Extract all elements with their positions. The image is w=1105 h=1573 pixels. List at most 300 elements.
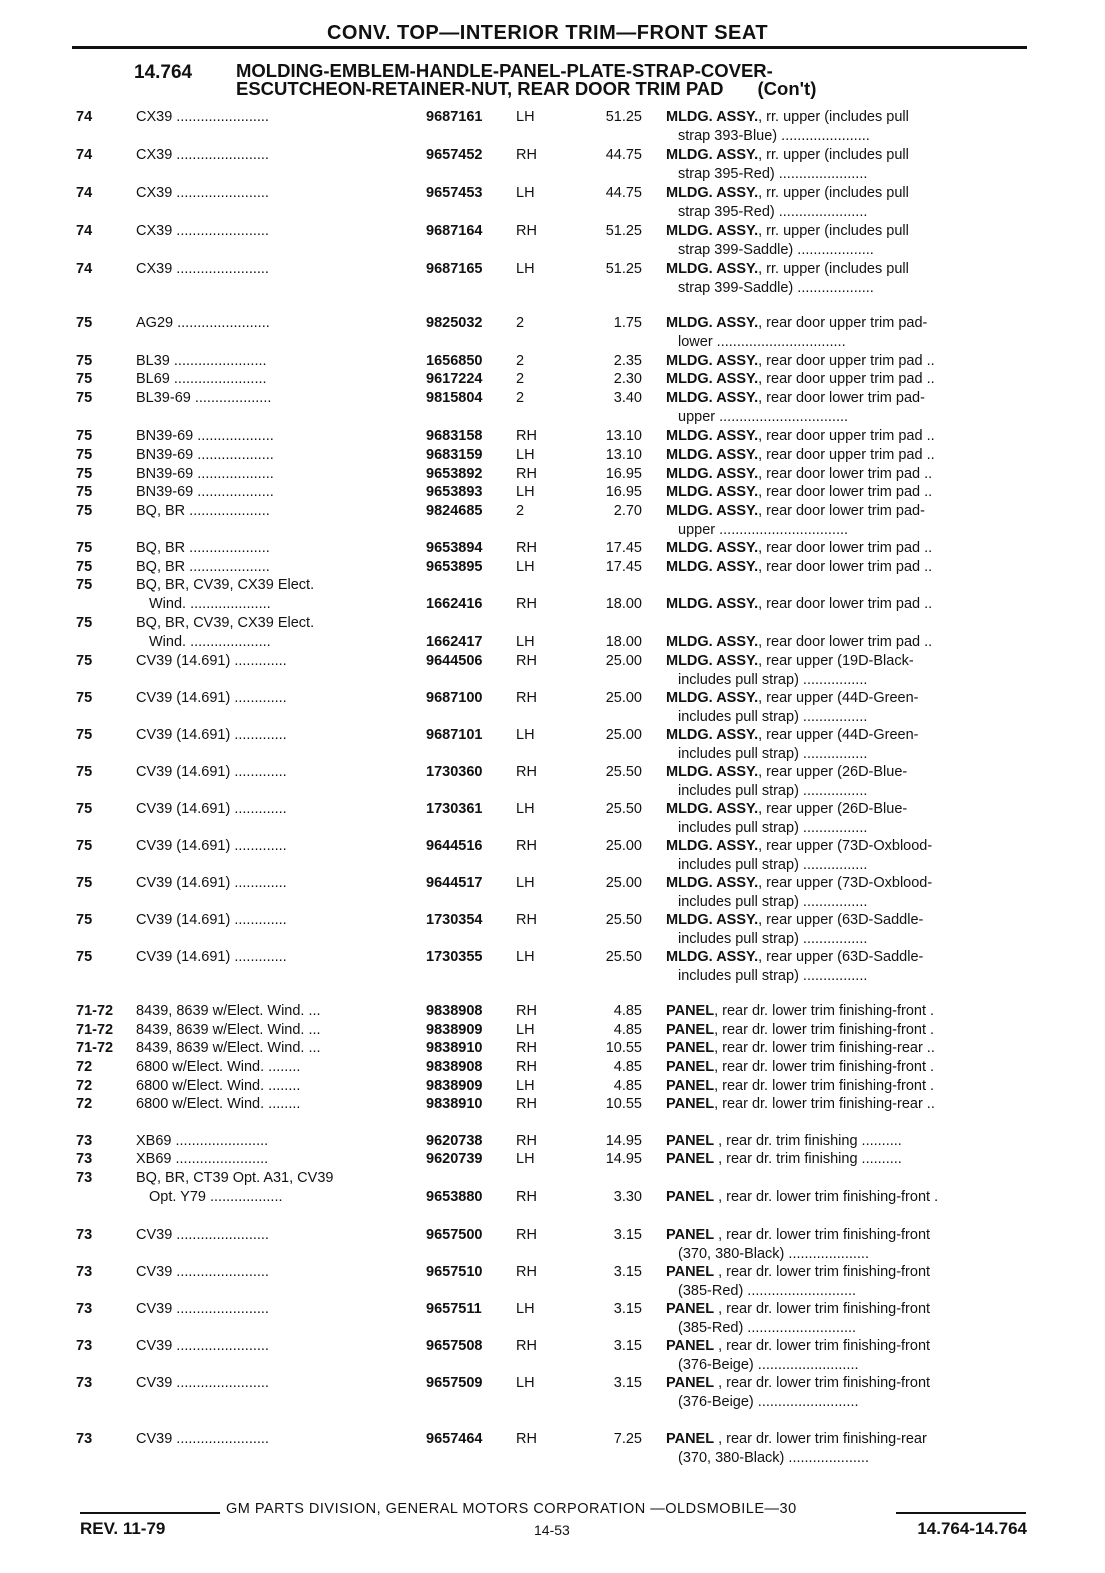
item-detail: , rear door upper trim pad- xyxy=(758,315,928,331)
item-name: MLDG. ASSY. xyxy=(666,223,759,239)
side-or-qty: RH xyxy=(516,1338,537,1354)
ref-number: 72 xyxy=(76,1078,93,1094)
price: 51.25 xyxy=(605,223,642,239)
model-cell xyxy=(136,352,476,371)
side-or-qty: 2 xyxy=(516,371,525,387)
model-line: CV39 (14.691) ............. xyxy=(136,912,287,928)
price: 44.75 xyxy=(605,185,642,201)
ref-number: 75 xyxy=(76,484,93,500)
description-cell xyxy=(666,726,1036,763)
price: 17.45 xyxy=(605,540,642,556)
description-line-2: strap 395-Red) ...................... xyxy=(678,165,868,182)
part-number: 9825032 xyxy=(426,315,483,331)
description-line-2: (376-Beige) ......................... xyxy=(678,1356,859,1373)
description-cell xyxy=(666,689,1036,726)
ref-number: 75 xyxy=(76,615,93,631)
description-line-2: (385-Red) ........................... xyxy=(678,1319,857,1336)
part-number: 1662417 xyxy=(426,633,483,650)
ref-number: 73 xyxy=(76,1227,93,1243)
price: 14.95 xyxy=(605,1151,642,1167)
item-detail: , rr. upper (includes pull xyxy=(758,223,909,239)
model-line: BL39-69 ................... xyxy=(136,390,272,406)
continued-label: (Con't) xyxy=(757,78,817,99)
description-line xyxy=(666,837,1036,856)
item-detail: , rear dr. lower trim finishing-rear .. xyxy=(714,1040,935,1056)
item-detail: , rear dr. lower trim finishing-front xyxy=(714,1301,931,1317)
ref-number: 75 xyxy=(76,428,93,444)
model-line: CV39 (14.691) ............. xyxy=(136,653,287,669)
page-number: 14-53 xyxy=(534,1522,570,1538)
side-or-qty: RH xyxy=(516,1431,537,1447)
description-line xyxy=(666,1021,1036,1040)
description-cell xyxy=(666,1188,1036,1207)
price: 3.40 xyxy=(613,390,642,406)
ref-number: 75 xyxy=(76,690,93,706)
side-or-qty: LH xyxy=(516,484,535,500)
model-line: 6800 w/Elect. Wind. ........ xyxy=(136,1059,301,1075)
price: 3.15 xyxy=(613,1338,642,1354)
side-or-qty: RH xyxy=(516,1003,537,1019)
description-line-2: includes pull strap) ................ xyxy=(678,671,868,688)
model-cell xyxy=(136,1132,476,1151)
price: 14.95 xyxy=(605,1133,642,1149)
side-or-qty: LH xyxy=(516,185,535,201)
item-detail: , rear dr. lower trim finishing-front . xyxy=(714,1059,935,1075)
model-line: XB69 ....................... xyxy=(136,1133,269,1149)
ref-number: 74 xyxy=(76,185,93,201)
header-rule xyxy=(72,46,1027,49)
price: 25.50 xyxy=(605,949,642,965)
part-number: 9644516 xyxy=(426,838,483,854)
price: 3.15 xyxy=(613,1227,642,1243)
description-line-2: strap 393-Blue) ...................... xyxy=(678,127,870,144)
description-cell xyxy=(666,352,1036,371)
model-cell xyxy=(136,1337,476,1356)
model-cell xyxy=(136,260,476,279)
description-cell xyxy=(666,1132,1036,1151)
model-line: 6800 w/Elect. Wind. ........ xyxy=(136,1078,301,1094)
model-cell xyxy=(136,1095,476,1114)
model-line: BN39-69 ................... xyxy=(136,447,274,463)
description-line xyxy=(666,1263,1036,1282)
side-or-qty: RH xyxy=(516,595,537,612)
ref-number: 75 xyxy=(76,559,93,575)
ref-number: 73 xyxy=(76,1133,93,1149)
item-detail: , rear door lower trim pad- xyxy=(758,503,925,519)
side-or-qty: LH xyxy=(516,949,535,965)
description-cell xyxy=(666,1337,1036,1374)
part-number: 9824685 xyxy=(426,503,483,519)
description-line xyxy=(666,502,1036,521)
description-line xyxy=(666,1132,1036,1151)
description-line-2: strap 399-Saddle) ................... xyxy=(678,279,874,296)
part-number: 1656850 xyxy=(426,353,483,369)
side-or-qty: RH xyxy=(516,428,537,444)
description-cell xyxy=(666,1263,1036,1300)
side-or-qty: LH xyxy=(516,109,535,125)
price: 51.25 xyxy=(605,261,642,277)
description-line xyxy=(666,652,1036,671)
model-cell xyxy=(136,389,476,408)
description-line-2: (370, 380-Black) .................... xyxy=(678,1449,869,1466)
description-line xyxy=(666,1430,1036,1449)
model-line: BN39-69 ................... xyxy=(136,466,274,482)
section-number: 14.764 xyxy=(134,62,193,83)
side-or-qty: RH xyxy=(516,653,537,669)
item-name: MLDG. ASSY. xyxy=(666,466,759,482)
price: 16.95 xyxy=(605,466,642,482)
description-line xyxy=(666,763,1036,782)
price: 25.50 xyxy=(605,764,642,780)
ref-number: 75 xyxy=(76,353,93,369)
description-line xyxy=(666,1095,1036,1114)
item-name: MLDG. ASSY. xyxy=(666,503,759,519)
footer-publisher: GM PARTS DIVISION, GENERAL MOTORS CORPORATION —OLDSMOBILE—30 xyxy=(226,1501,797,1517)
model-cell xyxy=(136,1039,476,1058)
model-cell xyxy=(136,1002,476,1021)
part-number: 9657453 xyxy=(426,185,483,201)
description-line xyxy=(666,389,1036,408)
item-name: MLDG. ASSY. xyxy=(666,315,759,331)
item-name: PANEL xyxy=(666,1188,715,1205)
description-line xyxy=(666,595,1036,614)
model-cell xyxy=(136,184,476,203)
item-name: MLDG. ASSY. xyxy=(666,949,759,965)
item-detail: , rr. upper (includes pull xyxy=(758,185,909,201)
part-number: 9683159 xyxy=(426,447,483,463)
description-line xyxy=(666,184,1036,203)
item-name: MLDG. ASSY. xyxy=(666,428,759,444)
side-or-qty: RH xyxy=(516,1059,537,1075)
ref-number: 75 xyxy=(76,371,93,387)
side-or-qty: LH xyxy=(516,261,535,277)
model-line: BN39-69 ................... xyxy=(136,484,274,500)
model-line: BQ, BR .................... xyxy=(136,559,270,575)
model-line-2: Wind. .................... xyxy=(149,595,271,612)
price: 25.00 xyxy=(605,690,642,706)
side-or-qty: RH xyxy=(516,147,537,163)
ref-number: 73 xyxy=(76,1338,93,1354)
item-name: MLDG. ASSY. xyxy=(666,912,759,928)
part-number: 9653892 xyxy=(426,466,483,482)
description-line xyxy=(666,370,1036,389)
model-cell xyxy=(136,652,476,671)
description-cell xyxy=(666,1300,1036,1337)
item-detail: , rear dr. lower trim finishing-rear .. xyxy=(714,1096,935,1112)
description-line xyxy=(666,1226,1036,1245)
description-cell xyxy=(666,465,1036,484)
model-line: CV39 ....................... xyxy=(136,1338,269,1354)
description-cell xyxy=(666,800,1036,837)
part-number: 9838908 xyxy=(426,1003,483,1019)
item-name: PANEL xyxy=(666,1431,715,1447)
description-line xyxy=(666,539,1036,558)
model-cell xyxy=(136,1150,476,1169)
model-line: 8439, 8639 w/Elect. Wind. ... xyxy=(136,1022,321,1038)
price: 25.00 xyxy=(605,727,642,743)
model-cell xyxy=(136,1374,476,1393)
item-name: PANEL xyxy=(666,1078,715,1094)
model-line: BQ, BR, CT39 Opt. A31, CV39 xyxy=(136,1170,334,1186)
description-cell xyxy=(666,948,1036,985)
part-number: 9657509 xyxy=(426,1375,483,1391)
footer-rule-left xyxy=(80,1512,220,1514)
model-cell xyxy=(136,576,476,613)
part-number: 9683158 xyxy=(426,428,483,444)
item-name: MLDG. ASSY. xyxy=(666,261,759,277)
description-cell xyxy=(666,1095,1036,1114)
description-cell xyxy=(666,260,1036,297)
ref-number: 75 xyxy=(76,875,93,891)
description-line xyxy=(666,948,1036,967)
part-number: 9657510 xyxy=(426,1264,483,1280)
item-detail: , rear dr. lower trim finishing-front xyxy=(714,1375,931,1391)
description-line xyxy=(666,633,1036,652)
description-line xyxy=(666,146,1036,165)
ref-number: 75 xyxy=(76,949,93,965)
side-or-qty: LH xyxy=(516,801,535,817)
part-number: 9687164 xyxy=(426,223,483,239)
description-line xyxy=(666,1150,1036,1169)
description-line xyxy=(666,1300,1036,1319)
side-or-qty: 2 xyxy=(516,353,525,369)
model-cell xyxy=(136,689,476,708)
model-line: 8439, 8639 w/Elect. Wind. ... xyxy=(136,1040,321,1056)
model-line: CV39 (14.691) ............. xyxy=(136,949,287,965)
model-line: CV39 ....................... xyxy=(136,1264,269,1280)
price: 10.55 xyxy=(605,1096,642,1112)
price: 4.85 xyxy=(613,1003,642,1019)
item-detail: , rear dr. lower trim finishing-front . xyxy=(714,1022,935,1038)
side-or-qty: RH xyxy=(516,466,537,482)
ref-number: 75 xyxy=(76,503,93,519)
part-number: 9815804 xyxy=(426,390,483,406)
part-number: 9838910 xyxy=(426,1040,483,1056)
item-detail: , rear dr. lower trim finishing-rear xyxy=(714,1431,927,1447)
model-line: BL39 ....................... xyxy=(136,353,267,369)
item-name: MLDG. ASSY. xyxy=(666,764,759,780)
item-name: MLDG. ASSY. xyxy=(666,838,759,854)
item-detail: , rear dr. lower trim finishing-front . xyxy=(714,1188,939,1205)
description-line xyxy=(666,1039,1036,1058)
item-detail: , rear dr. lower trim finishing-front xyxy=(714,1227,931,1243)
description-cell xyxy=(666,108,1036,145)
item-detail: , rear door upper trim pad .. xyxy=(758,447,935,463)
description-cell xyxy=(666,1002,1036,1021)
item-name: MLDG. ASSY. xyxy=(666,484,759,500)
item-name: PANEL xyxy=(666,1096,715,1112)
description-line xyxy=(666,1077,1036,1096)
model-line: CX39 ....................... xyxy=(136,147,269,163)
model-cell xyxy=(136,1077,476,1096)
item-name: MLDG. ASSY. xyxy=(666,353,759,369)
item-name: MLDG. ASSY. xyxy=(666,595,759,612)
model-cell xyxy=(136,539,476,558)
price: 51.25 xyxy=(605,109,642,125)
item-name: PANEL xyxy=(666,1151,715,1167)
price: 25.00 xyxy=(605,875,642,891)
ref-number: 73 xyxy=(76,1264,93,1280)
item-name: MLDG. ASSY. xyxy=(666,185,759,201)
item-detail: , rear door lower trim pad .. xyxy=(758,559,933,575)
ref-number: 75 xyxy=(76,801,93,817)
model-cell xyxy=(136,314,476,333)
price: 3.30 xyxy=(613,1188,642,1205)
part-number: 9657511 xyxy=(426,1301,482,1317)
item-name: MLDG. ASSY. xyxy=(666,540,759,556)
item-detail: , rear upper (19D-Black- xyxy=(758,653,914,669)
model-cell xyxy=(136,1300,476,1319)
ref-number: 74 xyxy=(76,261,93,277)
item-detail: , rear door lower trim pad .. xyxy=(758,466,933,482)
part-number: 9657508 xyxy=(426,1338,483,1354)
price: 4.85 xyxy=(613,1022,642,1038)
model-cell xyxy=(136,800,476,819)
model-line: CV39 (14.691) ............. xyxy=(136,727,287,743)
model-line: BL69 ....................... xyxy=(136,371,267,387)
description-cell xyxy=(666,1058,1036,1077)
side-or-qty: LH xyxy=(516,1022,535,1038)
description-line-2: (370, 380-Black) .................... xyxy=(678,1245,869,1262)
ref-number: 73 xyxy=(76,1151,93,1167)
model-cell xyxy=(136,558,476,577)
price: 4.85 xyxy=(613,1059,642,1075)
description-cell xyxy=(666,184,1036,221)
ref-number: 74 xyxy=(76,223,93,239)
description-line-2: includes pull strap) ................ xyxy=(678,708,868,725)
model-line: 8439, 8639 w/Elect. Wind. ... xyxy=(136,1003,321,1019)
section-title xyxy=(236,62,816,98)
description-line-2: upper ................................ xyxy=(678,521,849,538)
ref-number: 75 xyxy=(76,727,93,743)
ref-number: 75 xyxy=(76,466,93,482)
model-line: CV39 (14.691) ............. xyxy=(136,801,287,817)
page-header: CONV. TOP—INTERIOR TRIM—FRONT SEAT xyxy=(326,22,769,44)
model-cell xyxy=(136,146,476,165)
description-line xyxy=(666,446,1036,465)
description-cell xyxy=(666,874,1036,911)
ref-number: 72 xyxy=(76,1059,93,1075)
description-cell xyxy=(666,558,1036,577)
price: 18.00 xyxy=(605,633,642,650)
item-detail: , rear upper (73D-Oxblood- xyxy=(758,875,933,891)
item-name: PANEL xyxy=(666,1227,715,1243)
price: 3.15 xyxy=(613,1375,642,1391)
ref-number: 73 xyxy=(76,1431,93,1447)
part-number: 9644506 xyxy=(426,653,483,669)
price: 7.25 xyxy=(613,1431,642,1447)
description-cell xyxy=(666,370,1036,389)
description-line xyxy=(666,1002,1036,1021)
ref-number: 74 xyxy=(76,109,93,125)
ref-number: 71-72 xyxy=(76,1003,114,1019)
part-number: 9653894 xyxy=(426,540,483,556)
model-line: CX39 ....................... xyxy=(136,185,269,201)
price: 3.15 xyxy=(613,1301,642,1317)
part-number: 9620738 xyxy=(426,1133,483,1149)
description-line xyxy=(666,108,1036,127)
item-name: MLDG. ASSY. xyxy=(666,559,759,575)
price: 13.10 xyxy=(605,447,642,463)
ref-number: 71-72 xyxy=(76,1040,114,1056)
model-line: CV39 (14.691) ............. xyxy=(136,875,287,891)
description-cell xyxy=(666,389,1036,426)
side-or-qty: LH xyxy=(516,875,535,891)
part-number: 9653895 xyxy=(426,559,483,575)
model-line: XB69 ....................... xyxy=(136,1151,269,1167)
item-detail: , rear upper (63D-Saddle- xyxy=(758,912,924,928)
item-detail: , rear door lower trim pad .. xyxy=(758,595,933,612)
ref-number: 75 xyxy=(76,653,93,669)
item-detail: , rear upper (73D-Oxblood- xyxy=(758,838,933,854)
part-number: 9644517 xyxy=(426,875,483,891)
item-name: PANEL xyxy=(666,1003,715,1019)
model-cell xyxy=(136,1263,476,1282)
item-detail: , rear door lower trim pad .. xyxy=(758,633,933,650)
model-cell xyxy=(136,911,476,930)
item-name: MLDG. ASSY. xyxy=(666,690,759,706)
description-cell xyxy=(666,1374,1036,1411)
model-cell xyxy=(136,1169,476,1206)
description-cell xyxy=(666,1021,1036,1040)
price: 44.75 xyxy=(605,147,642,163)
item-name: MLDG. ASSY. xyxy=(666,653,759,669)
item-name: MLDG. ASSY. xyxy=(666,447,759,463)
model-cell xyxy=(136,502,476,521)
item-detail: , rear door upper trim pad .. xyxy=(758,371,935,387)
part-number: 9653880 xyxy=(426,1188,483,1205)
price: 3.15 xyxy=(613,1264,642,1280)
model-line: 6800 w/Elect. Wind. ........ xyxy=(136,1096,301,1112)
item-name: MLDG. ASSY. xyxy=(666,109,759,125)
model-cell xyxy=(136,614,476,651)
model-cell xyxy=(136,446,476,465)
side-or-qty: LH xyxy=(516,1375,535,1391)
item-name: PANEL xyxy=(666,1133,715,1149)
section-title-line1: MOLDING-EMBLEM-HANDLE-PANEL-PLATE-STRAP-COVER- xyxy=(236,60,773,81)
price: 2.35 xyxy=(613,353,642,369)
item-detail: , rear door lower trim pad- xyxy=(758,390,925,406)
item-detail: , rear upper (44D-Green- xyxy=(758,727,919,743)
item-name: PANEL xyxy=(666,1301,715,1317)
model-line: BN39-69 ................... xyxy=(136,428,274,444)
model-cell xyxy=(136,108,476,127)
side-or-qty: LH xyxy=(516,1078,535,1094)
item-name: MLDG. ASSY. xyxy=(666,633,759,650)
part-number: 9687101 xyxy=(426,727,483,743)
section-title-line2: ESCUTCHEON-RETAINER-NUT, REAR DOOR TRIM PAD (Con't) xyxy=(236,78,817,99)
side-or-qty: LH xyxy=(516,1301,535,1317)
footer-rule-right xyxy=(896,1512,1026,1514)
description-line xyxy=(666,1058,1036,1077)
side-or-qty: RH xyxy=(516,1188,537,1205)
ref-number: 73 xyxy=(76,1375,93,1391)
part-number: 9617224 xyxy=(426,371,483,387)
price: 17.45 xyxy=(605,559,642,575)
description-line xyxy=(666,1188,1036,1207)
description-line-2: strap 399-Saddle) ................... xyxy=(678,241,874,258)
price: 25.50 xyxy=(605,912,642,928)
model-cell xyxy=(136,427,476,446)
description-cell xyxy=(666,1077,1036,1096)
item-detail: , rr. upper (includes pull xyxy=(758,147,909,163)
model-line: CX39 ....................... xyxy=(136,109,269,125)
part-number: 9838909 xyxy=(426,1078,483,1094)
part-number: 9687100 xyxy=(426,690,483,706)
side-or-qty: 2 xyxy=(516,503,525,519)
model-line: BQ, BR .................... xyxy=(136,540,270,556)
item-name: MLDG. ASSY. xyxy=(666,390,759,406)
